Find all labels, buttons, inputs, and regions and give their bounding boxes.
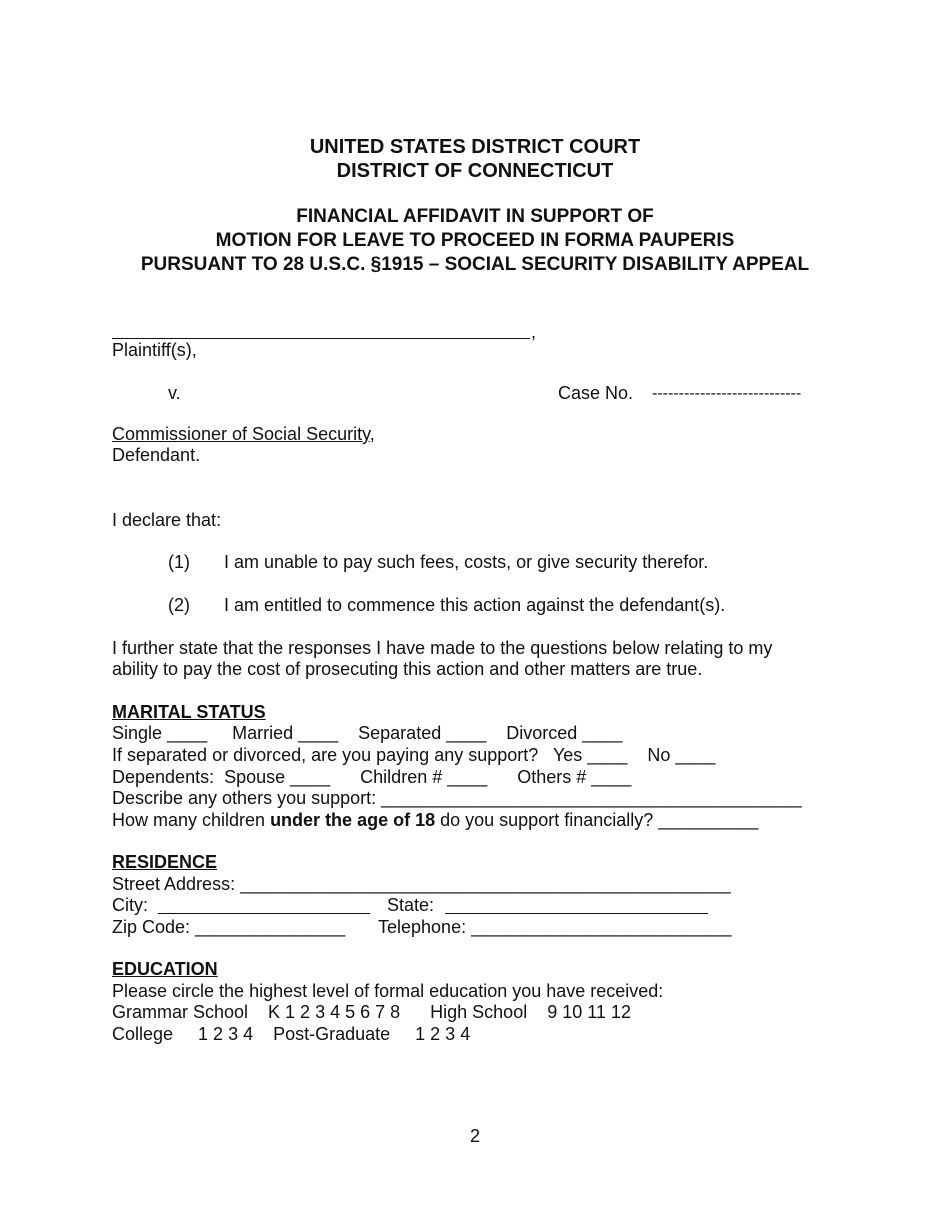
- marital-status-options[interactable]: Single ____ Married ____ Separated ____ Divorced ____: [112, 723, 623, 743]
- court-name: UNITED STATES DISTRICT COURT: [309, 136, 641, 158]
- title-line-3: PURSUANT TO 28 U.S.C. §1915 – SOCIAL SECURITY DISABILITY APPEAL: [140, 254, 810, 275]
- children-question-pre: How many children: [112, 810, 271, 830]
- further-statement-line-2: ability to pay the cost of prosecuting this action and other matters are true.: [112, 659, 703, 679]
- further-statement-line-1: I further state that the responses I have made to the questions below relating to my: [112, 638, 773, 658]
- street-address-field[interactable]: Street Address: _________________________________________________: [112, 874, 731, 894]
- city-field-line[interactable]: [158, 913, 370, 914]
- title-line-1: FINANCIAL AFFIDAVIT IN SUPPORT OF: [296, 206, 654, 227]
- others-support-line[interactable]: Describe any others you support: __________________________________________: [112, 788, 802, 808]
- state-label: State:: [387, 895, 435, 915]
- education-instruction: Please circle the highest level of formal education you have received:: [112, 981, 664, 1001]
- versus-label: v.: [168, 383, 181, 403]
- item-1-text: I am unable to pay such fees, costs, or give security therefor.: [224, 552, 709, 572]
- defendant-label: Defendant.: [112, 445, 201, 465]
- case-no-label: Case No.: [558, 383, 634, 403]
- title-line-2: MOTION FOR LEAVE TO PROCEED IN FORMA PAUPERIS: [215, 230, 735, 251]
- children-question-post: do you support financially? __________: [435, 810, 759, 830]
- city-label: City:: [112, 895, 148, 915]
- item-2-number: (2): [168, 595, 190, 615]
- marital-status-heading: MARITAL STATUS: [112, 702, 266, 722]
- case-no-field[interactable]: ----------------------------: [652, 385, 802, 402]
- zip-code-field[interactable]: Zip Code: _______________: [112, 917, 346, 937]
- residence-heading: RESIDENCE: [112, 852, 218, 872]
- education-college-line[interactable]: College 1 2 3 4 Post-Graduate 1 2 3 4: [112, 1024, 471, 1044]
- education-heading: EDUCATION: [112, 959, 218, 979]
- plaintiff-name-line[interactable]: [112, 338, 530, 339]
- plaintiff-comma: ,: [531, 322, 537, 342]
- telephone-field[interactable]: Telephone: __________________________: [378, 917, 732, 937]
- item-2-text: I am entitled to commence this action against the defendant(s).: [224, 595, 726, 615]
- children-support-question[interactable]: [112, 810, 758, 831]
- declaration-intro: I declare that:: [112, 510, 222, 530]
- support-question[interactable]: If separated or divorced, are you paying any support? Yes ____ No ____: [112, 745, 716, 765]
- children-question-bold: under the age of 18: [270, 810, 436, 830]
- court-district: DISTRICT OF CONNECTICUT: [336, 160, 614, 182]
- dependents-line[interactable]: Dependents: Spouse ____ Children # ____ Others # ____: [112, 767, 632, 787]
- defendant-comma: ,: [369, 424, 375, 444]
- education-grades-line[interactable]: Grammar School K 1 2 3 4 5 6 7 8 High School 9 10 11 12: [112, 1002, 631, 1022]
- item-1-number: (1): [168, 552, 190, 572]
- defendant-name-text: Commissioner of Social Security: [112, 424, 370, 444]
- page-number: 2: [469, 1126, 480, 1146]
- defendant-name: [112, 424, 375, 445]
- plaintiff-label: Plaintiff(s),: [112, 340, 197, 360]
- state-field-line[interactable]: [445, 913, 708, 914]
